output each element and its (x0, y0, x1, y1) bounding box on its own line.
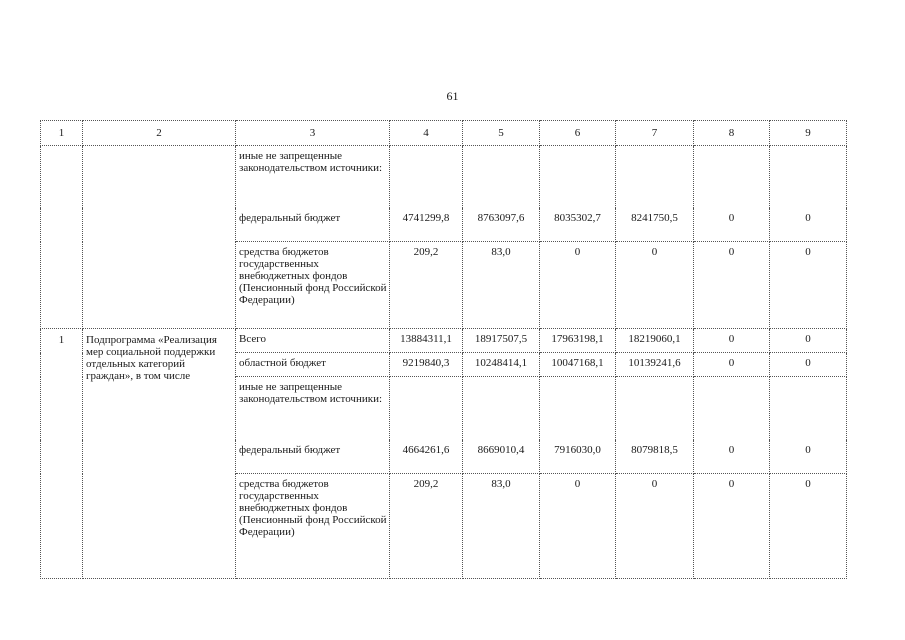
value-cell: 0 (770, 242, 847, 329)
source-cell: Всего (236, 329, 390, 353)
value-cell: 8035302,7 (540, 208, 616, 242)
value-cell: 8669010,4 (463, 440, 540, 474)
value-cell: 8763097,6 (463, 208, 540, 242)
value-cell (770, 377, 847, 440)
value-cell: 0 (694, 474, 770, 579)
value-cell (694, 146, 770, 208)
source-cell: иные не запрещенные законодательством источники: (236, 377, 390, 440)
source-cell: средства бюджетов государственных внебюджетных фондов (Пенсионный фонд Российской Федерации) (236, 242, 390, 329)
value-cell: 0 (694, 353, 770, 377)
row-num-cell (41, 146, 83, 329)
value-cell: 0 (616, 242, 694, 329)
value-cell: 0 (540, 242, 616, 329)
value-cell: 0 (770, 440, 847, 474)
source-cell: иные не запрещенные законодательством источники: (236, 146, 390, 208)
value-cell: 0 (694, 440, 770, 474)
value-cell (540, 377, 616, 440)
value-cell (540, 146, 616, 208)
value-cell: 10047168,1 (540, 353, 616, 377)
source-cell: областной бюджет (236, 353, 390, 377)
value-cell: 0 (694, 208, 770, 242)
source-cell: средства бюджетов государственных внебюджетных фондов (Пенсионный фонд Российской Федерации) (236, 474, 390, 579)
value-cell (463, 146, 540, 208)
value-cell: 0 (694, 329, 770, 353)
header-cell: 2 (83, 121, 236, 146)
value-cell: 9219840,3 (390, 353, 463, 377)
value-cell: 0 (616, 474, 694, 579)
value-cell: 4741299,8 (390, 208, 463, 242)
header-cell: 3 (236, 121, 390, 146)
header-cell: 7 (616, 121, 694, 146)
value-cell: 13884311,1 (390, 329, 463, 353)
source-cell: федеральный бюджет (236, 208, 390, 242)
value-cell: 0 (770, 329, 847, 353)
value-cell: 0 (770, 353, 847, 377)
value-cell (616, 377, 694, 440)
value-cell: 83,0 (463, 242, 540, 329)
value-cell: 7916030,0 (540, 440, 616, 474)
value-cell: 10139241,6 (616, 353, 694, 377)
header-cell: 4 (390, 121, 463, 146)
value-cell (390, 146, 463, 208)
header-cell: 5 (463, 121, 540, 146)
row-name-cell: Подпрограмма «Реализация мер социальной поддержки отдельных категорий граждан», в том числе (83, 329, 236, 579)
row-name-cell (83, 146, 236, 329)
value-cell: 18219060,1 (616, 329, 694, 353)
header-cell: 6 (540, 121, 616, 146)
value-cell: 8079818,5 (616, 440, 694, 474)
value-cell (694, 377, 770, 440)
value-cell: 18917507,5 (463, 329, 540, 353)
header-cell: 8 (694, 121, 770, 146)
value-cell (616, 146, 694, 208)
value-cell: 0 (770, 208, 847, 242)
header-row (41, 121, 847, 146)
value-cell: 0 (770, 474, 847, 579)
value-cell (463, 377, 540, 440)
header-cell: 9 (770, 121, 847, 146)
page-number: 61 (446, 89, 459, 103)
value-cell: 8241750,5 (616, 208, 694, 242)
value-cell: 209,2 (390, 242, 463, 329)
value-cell: 209,2 (390, 474, 463, 579)
value-cell: 83,0 (463, 474, 540, 579)
value-cell (390, 377, 463, 440)
value-cell: 0 (540, 474, 616, 579)
source-cell: федеральный бюджет (236, 440, 390, 474)
row-num-cell: 1 (41, 329, 83, 579)
value-cell: 4664261,6 (390, 440, 463, 474)
value-cell: 10248414,1 (463, 353, 540, 377)
budget-table (40, 120, 847, 579)
value-cell (770, 146, 847, 208)
table-row (41, 146, 847, 208)
table-row (41, 329, 847, 353)
header-cell: 1 (41, 121, 83, 146)
value-cell: 0 (694, 242, 770, 329)
value-cell: 17963198,1 (540, 329, 616, 353)
